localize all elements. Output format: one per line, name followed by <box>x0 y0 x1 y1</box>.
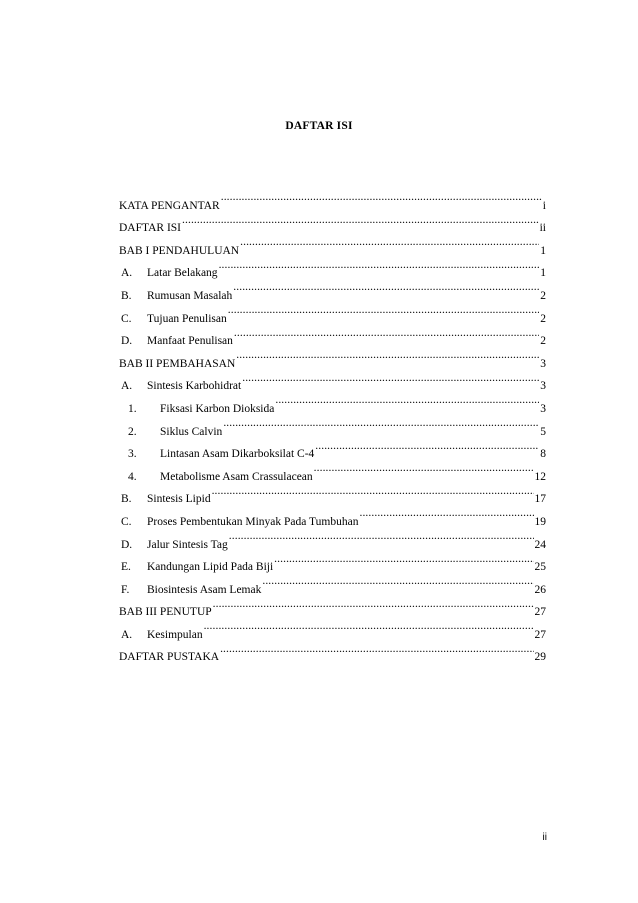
toc-entry-label: Tujuan Penulisan <box>147 312 227 325</box>
toc-entry[interactable] <box>119 344 546 370</box>
toc-dot-leader <box>234 322 539 345</box>
toc-entry-label: BAB II PEMBAHASAN <box>119 357 236 370</box>
toc-dot-leader <box>229 525 534 548</box>
toc-entry[interactable] <box>119 322 546 348</box>
toc-entry-page: ii <box>539 222 546 235</box>
toc-entry[interactable] <box>119 502 546 528</box>
toc-dot-leader <box>223 412 539 435</box>
toc-entry[interactable] <box>119 593 546 619</box>
toc-entry-page: 24 <box>534 538 546 551</box>
toc-entry-page: 2 <box>540 312 546 325</box>
toc-entry-page: 8 <box>540 448 546 461</box>
toc-entry-number: D. <box>121 335 133 348</box>
toc-entry-number: 3. <box>128 448 137 461</box>
toc-entry-label: Jalur Sintesis Tag <box>147 538 228 551</box>
toc-entry-label: Sintesis Karbohidrat <box>147 380 242 393</box>
toc-entry[interactable] <box>119 254 546 280</box>
toc-entry-label: Rumusan Masalah <box>147 289 233 302</box>
toc-entry-page: 29 <box>534 651 546 664</box>
toc-entry-page: 5 <box>540 425 546 438</box>
toc-entry-label: Fiksasi Karbon Dioksida <box>160 402 275 415</box>
toc-entry-label: Siklus Calvin <box>160 425 223 438</box>
toc-entry-label: KATA PENGANTAR <box>119 199 220 212</box>
toc-entry-label: Proses Pembentukan Minyak Pada Tumbuhan <box>147 515 359 528</box>
toc-dot-leader <box>221 186 542 209</box>
toc-entry-number: A. <box>121 380 133 393</box>
toc-entry-label: DAFTAR PUSTAKA <box>119 651 220 664</box>
toc-entry-number: A. <box>121 267 133 280</box>
toc-entry-label: BAB III PENUTUP <box>119 606 212 619</box>
toc-dot-leader <box>240 231 539 254</box>
toc-entry[interactable] <box>119 480 546 506</box>
toc-entry-page: 2 <box>540 289 546 302</box>
toc-entry[interactable] <box>119 412 546 438</box>
toc-entry-number: A. <box>121 628 133 641</box>
toc-dot-leader <box>359 502 533 525</box>
toc-entry-number: C. <box>121 515 132 528</box>
toc-entry-number: B. <box>121 493 132 506</box>
toc-entry-page: 12 <box>534 470 546 483</box>
toc-entry-page: 19 <box>534 515 546 528</box>
toc-dot-leader <box>204 615 534 638</box>
toc-entry-page: 25 <box>534 561 546 574</box>
toc-entry-page: 3 <box>540 402 546 415</box>
toc-entry[interactable] <box>119 231 546 257</box>
toc-entry-label: Manfaat Penulisan <box>147 335 233 348</box>
toc-entry-label: Kandungan Lipid Pada Biji <box>147 561 274 574</box>
toc-entry[interactable] <box>119 525 546 551</box>
toc-entry-number: D. <box>121 538 133 551</box>
toc-entry-label: Latar Belakang <box>147 267 218 280</box>
toc-dot-leader <box>314 457 534 480</box>
toc-entry-label: Metabolisme Asam Crassulacean <box>160 470 313 483</box>
toc-entry-number: E. <box>121 561 131 574</box>
toc-entry-label: DAFTAR ISI <box>119 222 182 235</box>
page-title: DAFTAR ISI <box>285 120 353 132</box>
toc-entry[interactable] <box>119 276 546 302</box>
toc-entry-label: Sintesis Lipid <box>147 493 211 506</box>
toc-dot-leader <box>262 570 533 593</box>
toc-entry-label: Lintasan Asam Dikarboksilat C-4 <box>160 448 315 461</box>
toc-dot-leader <box>242 367 539 390</box>
toc-dot-leader <box>236 344 539 367</box>
toc-dot-leader <box>182 209 539 232</box>
toc-entry-label: Biosintesis Asam Lemak <box>147 583 262 596</box>
toc-entry[interactable] <box>119 186 546 212</box>
toc-entry-number: 1. <box>128 402 137 415</box>
toc-entry[interactable] <box>119 367 546 393</box>
toc-entry[interactable] <box>119 209 546 235</box>
toc-entry[interactable] <box>119 570 546 596</box>
toc-entry-number: B. <box>121 289 132 302</box>
toc-entry-number: F. <box>121 583 130 596</box>
toc-entry-page: 1 <box>540 244 546 257</box>
toc-entry-page: 17 <box>534 493 546 506</box>
toc-entry[interactable] <box>119 389 546 415</box>
toc-entry-number: 4. <box>128 470 137 483</box>
toc-dot-leader <box>219 254 540 277</box>
toc-entry-number: 2. <box>128 425 137 438</box>
toc-entry[interactable] <box>119 435 546 461</box>
toc-entry[interactable] <box>119 615 546 641</box>
toc-entry[interactable] <box>119 548 546 574</box>
toc-dot-leader <box>274 548 533 571</box>
toc-entry-number: C. <box>121 312 132 325</box>
toc-entry-label: BAB I PENDAHULUAN <box>119 244 240 257</box>
toc-dot-leader <box>315 435 539 458</box>
toc-dot-leader <box>213 593 534 616</box>
toc-entry-label: Kesimpulan <box>147 628 203 641</box>
toc-entry-page: 2 <box>540 335 546 348</box>
toc-entry[interactable] <box>119 457 546 483</box>
toc-entry-page: i <box>542 199 546 212</box>
toc-dot-leader <box>275 389 539 412</box>
table-of-contents <box>119 186 546 664</box>
toc-entry-page: 27 <box>534 628 546 641</box>
page-number: ii <box>542 832 547 843</box>
toc-entry-page: 3 <box>540 380 546 393</box>
toc-entry[interactable] <box>119 638 546 664</box>
toc-entry-page: 1 <box>540 267 546 280</box>
toc-dot-leader <box>212 480 534 503</box>
toc-dot-leader <box>228 299 539 322</box>
toc-dot-leader <box>220 638 533 661</box>
toc-entry-page: 3 <box>540 357 546 370</box>
toc-entry-page: 26 <box>534 583 546 596</box>
toc-entry[interactable] <box>119 299 546 325</box>
toc-dot-leader <box>233 276 539 299</box>
toc-entry-page: 27 <box>534 606 546 619</box>
